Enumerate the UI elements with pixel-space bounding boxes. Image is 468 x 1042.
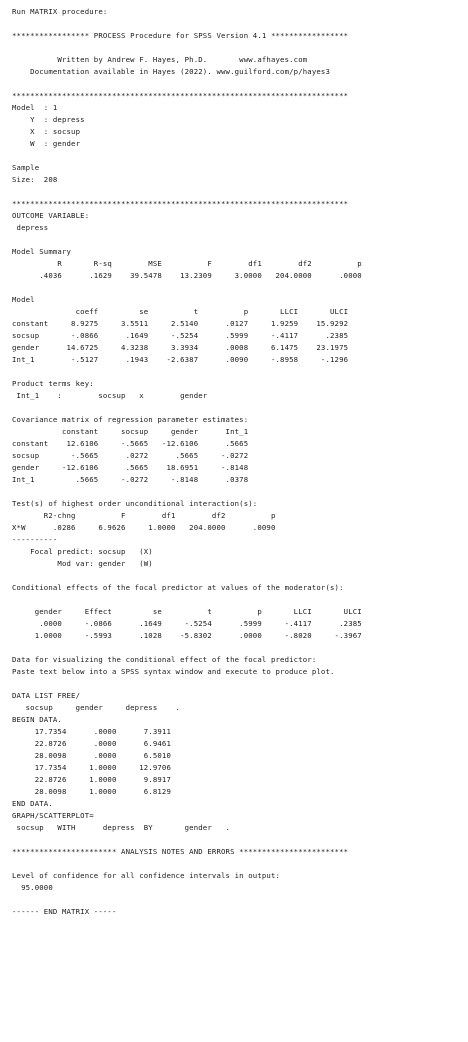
output-line bbox=[12, 366, 468, 378]
output-line: ------ END MATRIX ----- bbox=[12, 907, 117, 916]
output-line bbox=[12, 594, 468, 606]
output-line: Model Summary bbox=[12, 247, 72, 256]
output-line: W : gender bbox=[12, 139, 81, 148]
output-line bbox=[12, 186, 468, 198]
output-line: ---------- bbox=[12, 535, 58, 544]
output-line: 22.8726 .0000 6.9461 bbox=[12, 739, 172, 748]
output-line: gender 14.6725 4.3238 3.3934 .0008 6.1475 23.1975 bbox=[12, 343, 349, 352]
output-line: ***************** PROCESS Procedure for SPSS Version 4.1 ***************** bbox=[12, 31, 349, 40]
output-line: socsup -.5665 .0272 .5665 -.0272 bbox=[12, 451, 249, 460]
output-line: Int_1 : socsup x gender bbox=[12, 391, 208, 400]
output-line: Data for visualizing the conditional effect of the focal predictor: bbox=[12, 655, 317, 664]
output-line: DATA LIST FREE/ bbox=[12, 691, 81, 700]
output-line: socsup gender depress . bbox=[12, 703, 181, 712]
output-line: X*W .0286 6.9626 1.0000 204.0000 .0090 bbox=[12, 523, 276, 532]
output-line: socsup -.0866 .1649 -.5254 .5999 -.4117 .2385 bbox=[12, 331, 349, 340]
output-line: gender -12.6106 .5665 18.6951 -.8148 bbox=[12, 463, 249, 472]
output-line: Int_1 .5665 -.0272 -.8148 .0378 bbox=[12, 475, 249, 484]
output-line: Size: 208 bbox=[12, 175, 58, 184]
output-line: Mod var: gender (W) bbox=[12, 559, 153, 568]
output-line bbox=[12, 486, 468, 498]
output-line: constant 12.6106 -.5665 -12.6106 .5665 bbox=[12, 439, 249, 448]
output-line bbox=[12, 78, 468, 90]
output-line: 17.7354 1.0000 12.9706 bbox=[12, 763, 172, 772]
output-line: constant socsup gender Int_1 bbox=[12, 427, 249, 436]
output-line bbox=[12, 570, 468, 582]
output-line bbox=[12, 858, 468, 870]
output-line: Documentation available in Hayes (2022). www.guilford.com/p/hayes3 bbox=[12, 67, 331, 76]
output-line: depress bbox=[12, 223, 49, 232]
output-line: Run MATRIX procedure: bbox=[12, 7, 108, 16]
output-line: Y : depress bbox=[12, 115, 85, 124]
output-line: Paste text below into a SPSS syntax window and execute to produce plot. bbox=[12, 667, 335, 676]
output-line bbox=[12, 834, 468, 846]
output-line: GRAPH/SCATTERPLOT= bbox=[12, 811, 94, 820]
output-line: Product terms key: bbox=[12, 379, 94, 388]
output-line: Int_1 -.5127 .1943 -2.6387 .0090 -.8958 -.1296 bbox=[12, 355, 349, 364]
output-line: 28.0098 1.0000 6.8129 bbox=[12, 787, 172, 796]
output-line: 22.8726 1.0000 9.8917 bbox=[12, 775, 172, 784]
output-line bbox=[12, 894, 468, 906]
output-line: 1.0000 -.5993 .1028 -5.8302 .0000 -.8020 -.3967 bbox=[12, 631, 362, 640]
output-line: BEGIN DATA. bbox=[12, 715, 62, 724]
output-line: 17.7354 .0000 7.3911 bbox=[12, 727, 172, 736]
output-line: socsup WITH depress BY gender . bbox=[12, 823, 231, 832]
output-line: 95.0000 bbox=[12, 883, 53, 892]
output-line: Test(s) of highest order unconditional interaction(s): bbox=[12, 499, 258, 508]
output-line: coeff se t p LLCI ULCI bbox=[12, 307, 349, 316]
output-line: X : socsup bbox=[12, 127, 81, 136]
output-line: R R-sq MSE F df1 df2 p bbox=[12, 259, 362, 268]
output-line: ************************************************************************** bbox=[12, 199, 349, 208]
output-line: .4036 .1629 39.5478 13.2309 3.0000 204.0000 .0000 bbox=[12, 271, 362, 280]
output-line: Level of confidence for all confidence intervals in output: bbox=[12, 871, 281, 880]
output-line bbox=[12, 642, 468, 654]
output-line bbox=[12, 18, 468, 30]
output-line: Written by Andrew F. Hayes, Ph.D. www.afhayes.com bbox=[12, 55, 308, 64]
output-line: ************************************************************************** bbox=[12, 91, 349, 100]
output-line: Conditional effects of the focal predictor at values of the moderator(s): bbox=[12, 583, 344, 592]
output-line bbox=[12, 150, 468, 162]
output-line bbox=[12, 234, 468, 246]
output-line: OUTCOME VARIABLE: bbox=[12, 211, 90, 220]
output-line bbox=[12, 42, 468, 54]
output-line: *********************** ANALYSIS NOTES AND ERRORS ************************ bbox=[12, 847, 349, 856]
output-line: Model : 1 bbox=[12, 103, 58, 112]
output-line: constant 8.9275 3.5511 2.5140 .0127 1.9259 15.9292 bbox=[12, 319, 349, 328]
output-line: .0000 -.0866 .1649 -.5254 .5999 -.4117 .2385 bbox=[12, 619, 362, 628]
output-line: gender Effect se t p LLCI ULCI bbox=[12, 607, 362, 616]
output-line: Sample bbox=[12, 163, 40, 172]
output-line: Covariance matrix of regression parameter estimates: bbox=[12, 415, 249, 424]
output-line bbox=[12, 402, 468, 414]
output-line: R2-chng F df1 df2 p bbox=[12, 511, 276, 520]
output-line bbox=[12, 282, 468, 294]
output-line: Model bbox=[12, 295, 35, 304]
output-line: END DATA. bbox=[12, 799, 53, 808]
output-line bbox=[12, 678, 468, 690]
output-line: Focal predict: socsup (X) bbox=[12, 547, 153, 556]
output-line: 28.0098 .0000 6.5010 bbox=[12, 751, 172, 760]
